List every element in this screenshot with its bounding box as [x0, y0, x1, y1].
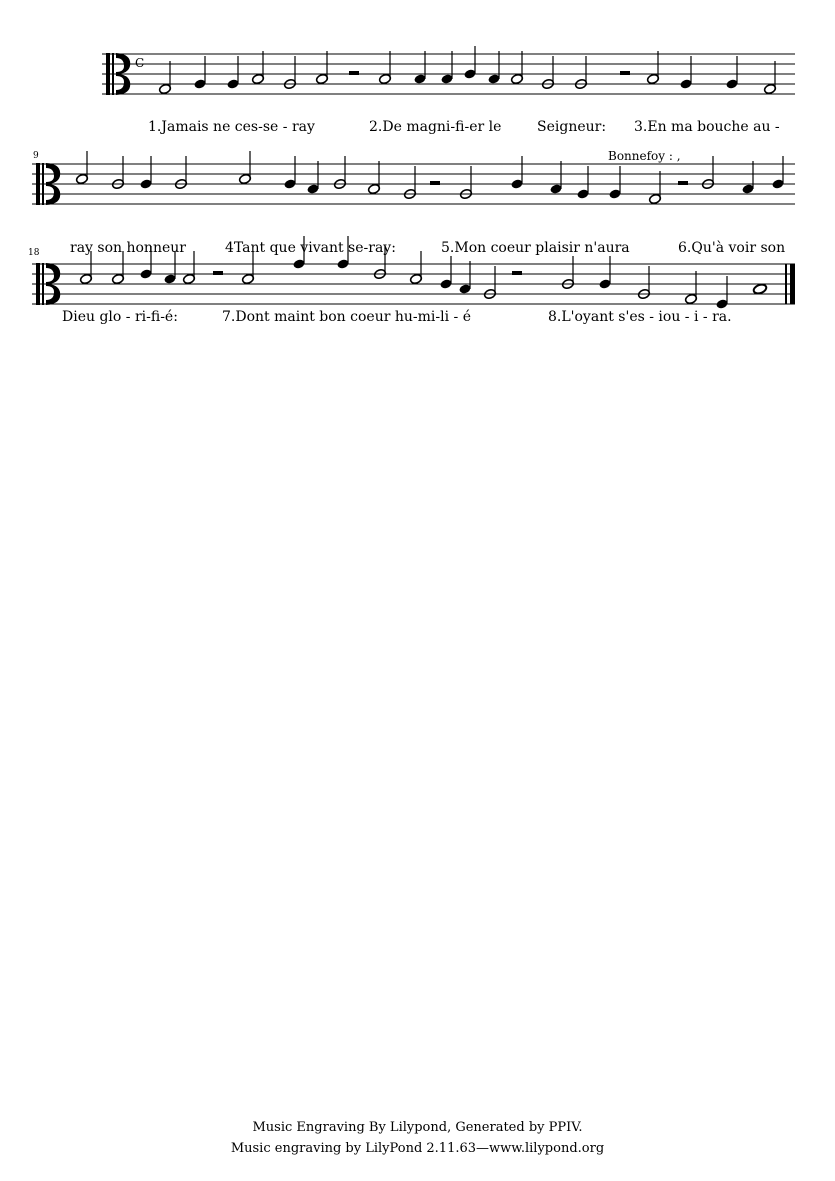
lyric-segment: 2.De magni-fi-er le: [369, 119, 502, 135]
lyric-segment: 4Tant que vivant se-ray:: [225, 240, 396, 256]
lyric-segment: 5.Mon coeur plaisir n'aura: [441, 240, 630, 256]
lyric-segment: 8.L'oyant s'es - iou - i - ra.: [548, 309, 732, 325]
lyric-segment: 7.Dont maint bon coeur hu-mi-li - é: [222, 309, 471, 325]
lyric-segment: 3.En ma bouche au -: [634, 119, 780, 135]
lyric-segment: 1.Jamais ne ces-se - ray: [148, 119, 315, 135]
time-signature: C: [135, 56, 145, 70]
half-rest: [430, 181, 440, 185]
rehearsal-mark: Bonnefoy : ,: [608, 149, 681, 163]
half-rest: [512, 271, 522, 275]
lyric-segment: ray son honneur: [70, 240, 186, 256]
half-rest: [678, 181, 688, 185]
final-barline: [785, 264, 795, 304]
half-rest: [213, 271, 223, 275]
lyric-segment: Seigneur:: [537, 119, 607, 135]
measure-number: 9: [33, 151, 39, 161]
footer-credit: Music Engraving By Lilypond, Generated by PPIV.: [252, 1120, 583, 1135]
whole-note: [753, 283, 768, 295]
system-1: [102, 46, 795, 135]
half-rest: [349, 71, 359, 75]
lyric-segment: 6.Qu'à voir son: [678, 240, 786, 256]
measure-number: 18: [28, 248, 40, 258]
notes: [158, 46, 776, 95]
system-2: [32, 149, 795, 256]
half-rest: [620, 71, 630, 75]
footer-engraving: Music engraving by LilyPond 2.11.63—www.lilypond.org: [230, 1141, 605, 1156]
lyric-segment: Dieu glo - ri-fi-é:: [62, 309, 178, 325]
